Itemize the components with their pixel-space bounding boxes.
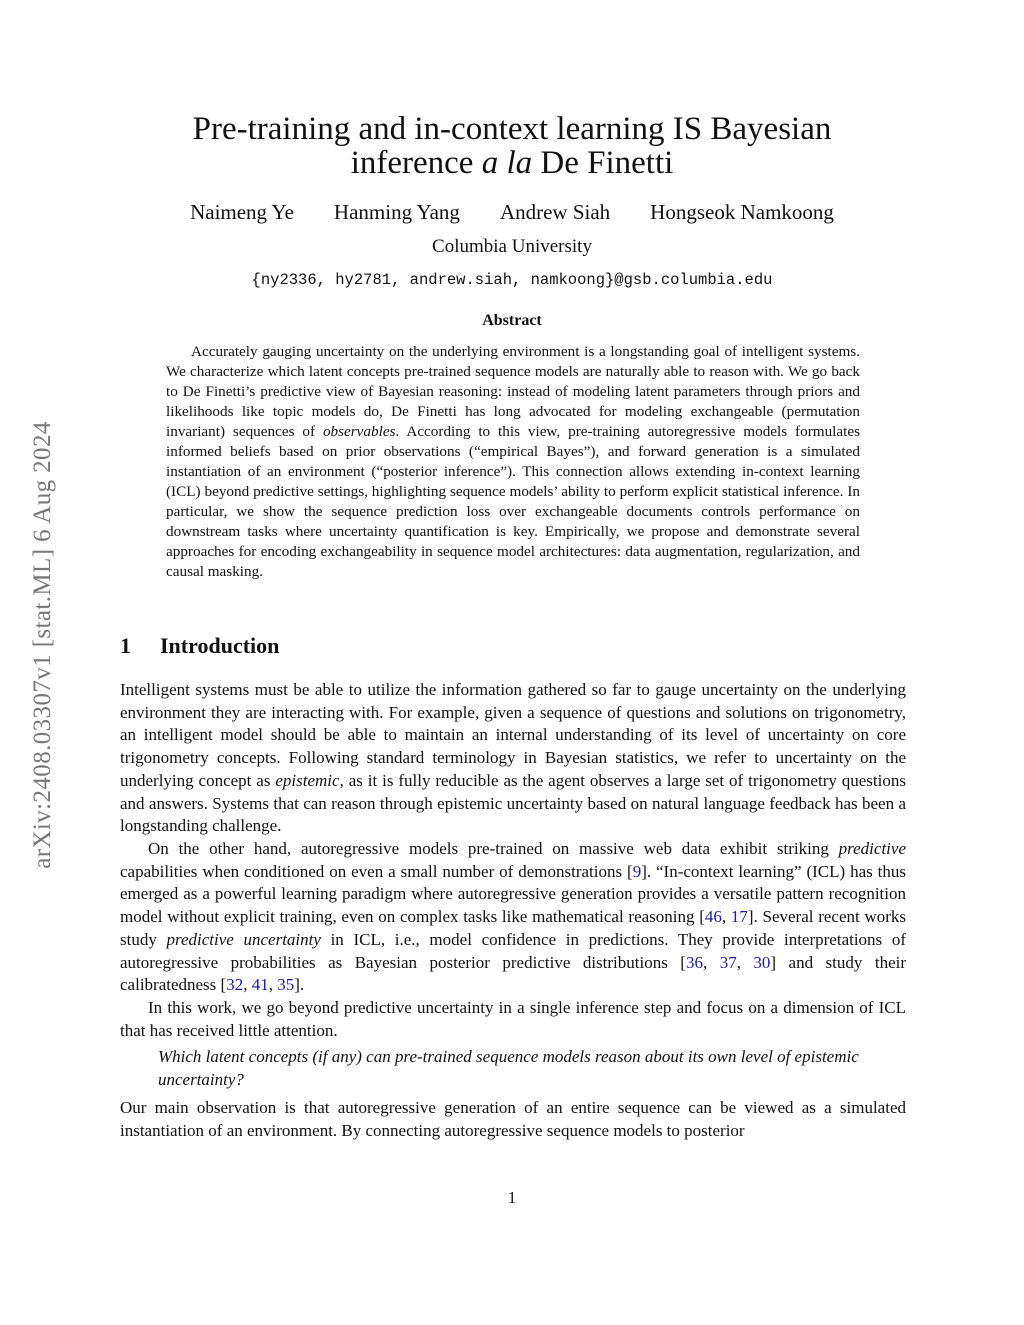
citation-link[interactable]: 41	[251, 975, 269, 995]
paragraph-4: Our main observation is that autoregressive generation of an entire sequence can be viewed as a simulated instantiation of an environment. By connecting autoregressive sequence models to posterior	[120, 1098, 906, 1140]
text-span: ]. “In-context learning” (ICL) has thus emerged as a powerful learning paradigm where autoregressive generation provides a versatile pattern recognition model without explicit training, even on complex tasks like mathematical reasoning [	[120, 861, 906, 927]
abstract-heading: Abstract	[482, 312, 542, 329]
paper-title	[0, 112, 1024, 180]
citation-link[interactable]: 35	[277, 975, 295, 995]
title-line-2-italic: a la	[481, 145, 533, 181]
section-heading	[120, 633, 279, 659]
title-line-2-post: De Finetti	[532, 145, 674, 181]
research-question: Which latent concepts (if any) can pre-trained sequence models reason about its own level of epistemic uncertainty?	[158, 1047, 859, 1089]
text-span: ,	[268, 975, 278, 995]
citation-link[interactable]: 17	[730, 907, 748, 927]
abstract-part: Accurately gauging uncertainty on the underlying environment is a longstanding goal of intelligent systems. We characterize which latent concepts pre-trained sequence models are naturally able to reason with. We go back to De Finetti’s predictive view of Bayesian reasoning: instead of modeling latent parameters through priors and likelihoods like topic models do, De Finetti has long advocated for modeling exchangeable (permutation invariant) sequences of	[166, 343, 860, 440]
author-name: Hongseok Namkoong	[650, 200, 834, 224]
abstract-part: . According to this view, pre-training autoregressive models formulates informed beliefs based on prior observations (“empirical Bayes”), and forward generation is a simulated instantiation of an environment (“posterior inference”). This connection allows extending in-context learning (ICL) beyond predictive settings, highlighting sequence models’ ability to perform explicit statistical inference. In particular, we show the sequence prediction loss over exchangeable documents controls performance on downstream tasks where uncertainty quantification is key. Empirically, we propose and demonstrate several approaches for encoding exchangeability in sequence model architectures: data augmentation, regularization, and causal masking.	[166, 423, 860, 580]
paragraph-3: In this work, we go beyond predictive uncertainty in a single inference step and focus on a dimension of ICL that has received little attention.	[120, 998, 906, 1040]
author-name: Andrew Siah	[499, 200, 611, 224]
text-span: ,	[243, 975, 252, 995]
author-list	[120, 200, 904, 225]
title-line-2-pre: inference	[350, 145, 482, 181]
paragraph-2	[120, 838, 906, 997]
paragraph-1	[120, 679, 906, 838]
citation-link[interactable]: 30	[753, 952, 771, 972]
citation-link[interactable]: 32	[226, 975, 244, 995]
abstract-italic: observables	[322, 423, 396, 440]
text-span: ]. Several recent works study	[120, 907, 906, 949]
text-span: ].	[294, 975, 305, 995]
text-span: capabilities when conditioned on even a small number of demonstrations [	[120, 861, 633, 881]
italic-term: epistemic	[275, 770, 340, 790]
text-span: Intelligent systems must be able to utilize the information gathered so far to gauge uncertainty on the underlying environment they are interacting with. For example, given a sequence of questions and solutions on trigonometry, an intelligent model should be able to maintain an internal understanding of its level of uncertainty on core trigonometry concepts. Following standard terminology in Bayesian statistics, we refer to uncertainty on the underlying concept as	[120, 680, 906, 790]
text-span: ,	[736, 952, 754, 972]
arxiv-identifier: arXiv:2408.03307v1 [stat.ML] 6 Aug 2024	[29, 421, 56, 869]
text-span: ] and study their calibratedness [	[120, 952, 906, 995]
title-line-2	[0, 146, 1024, 180]
citation-link[interactable]: 9	[632, 861, 642, 881]
citation-link[interactable]: 36	[685, 952, 703, 972]
text-span: ,	[721, 907, 731, 927]
author-name: Hanming Yang	[333, 200, 460, 224]
abstract-text	[166, 342, 860, 582]
italic-term: predictive	[838, 839, 906, 858]
text-span: ,	[702, 952, 720, 972]
author-emails: {ny2336, hy2781, andrew.siah, namkoong}@gsb.columbia.edu	[251, 271, 773, 289]
citation-link[interactable]: 37	[719, 952, 737, 972]
section-title: Introduction	[160, 633, 280, 658]
text-span: On the other hand, autoregressive models pre-trained on massive web data exhibit striking	[148, 839, 839, 858]
text-span: in ICL, i.e., model confidence in predictions. They provide interpretations of autoregressive probabilities as Bayesian posterior predictive distributions [	[120, 929, 906, 972]
affiliation: Columbia University	[432, 236, 592, 257]
text-span: , as it is fully reducible as the agent observes a large set of trigonometry questions and answers. Systems that can reason through epistemic uncertainty based on natural language feedback has been a longstanding challenge.	[120, 770, 906, 836]
author-name: Naimeng Ye	[190, 200, 294, 224]
title-line-1: Pre-training and in-context learning IS Bayesian	[192, 111, 832, 147]
section-number: 1	[120, 633, 131, 658]
citation-link[interactable]: 46	[704, 907, 722, 927]
italic-term: predictive uncertainty	[166, 929, 321, 949]
page-number: 1	[507, 1188, 517, 1207]
